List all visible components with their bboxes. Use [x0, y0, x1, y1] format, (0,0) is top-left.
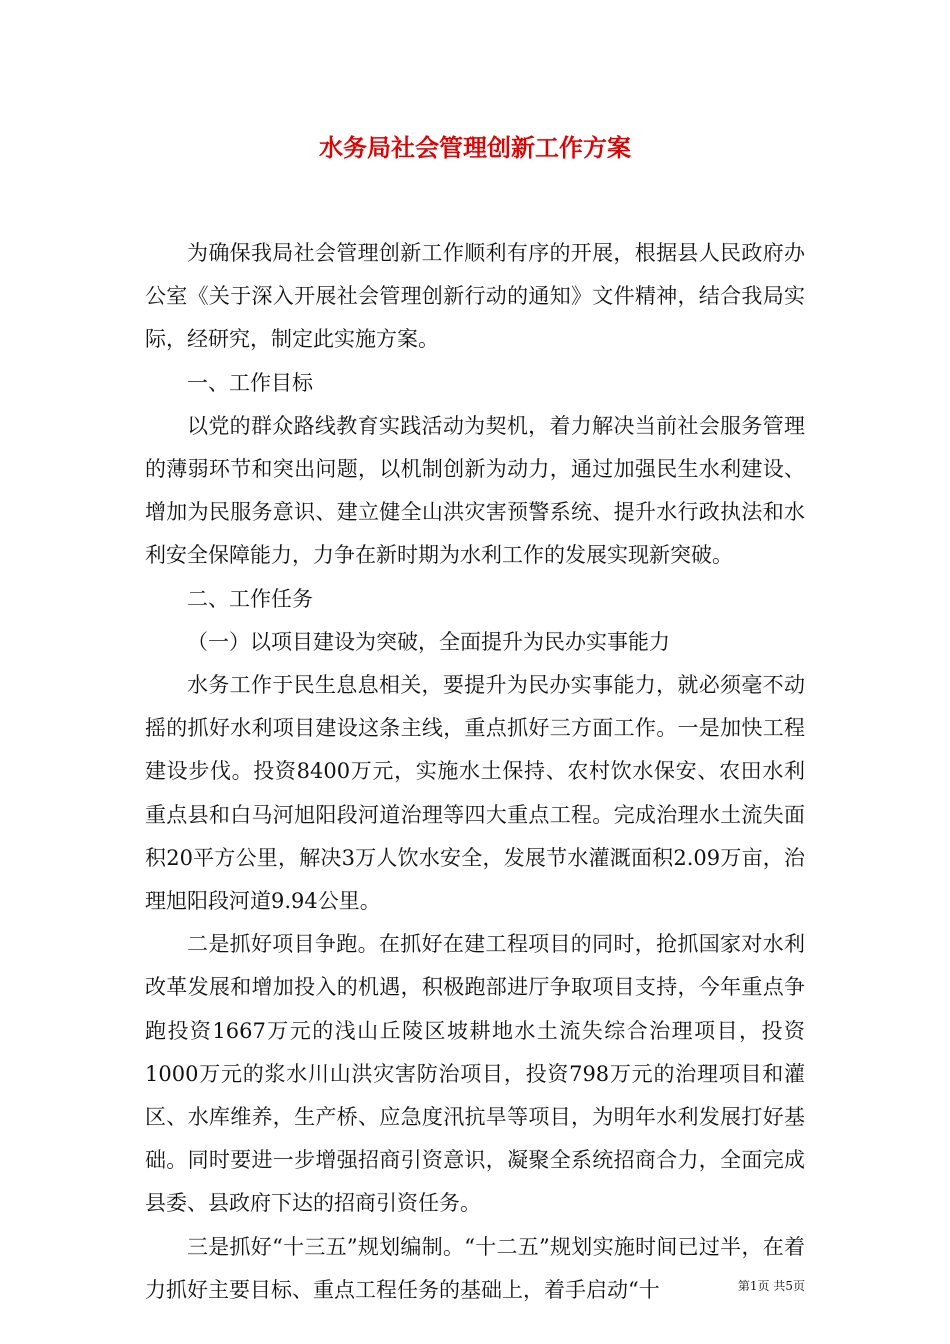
section-heading: 二、工作任务: [187, 586, 313, 611]
paragraph: 二是抓好项目争跑。在抓好在建工程项目的同时，抢抓国家对水利改革发展和增加投入的机遇，积极跑部进厅争取项目支持，今年重点争跑投资1667万元的浅山丘陵区坡耕地水土流失综合治理项目，投资1000万元的浆水川山洪灾害防治项目，投资798万元的治理项目和灌区、水库维养，生产桥、应急度汛抗旱等项目，为明年水利发展打好基础。同时要进一步增强招商引资意识，凝聚全系统招商合力，全面完成县委、县政府下达的招商引资任务。: [145, 932, 805, 1216]
paragraph: 为确保我局社会管理创新工作顺利有序的开展，根据县人民政府办公室《关于深入开展社会管理创新行动的通知》文件精神，结合我局实际，经研究，制定此实施方案。: [145, 241, 805, 352]
paragraph: 以党的群众路线教育实践活动为契机，着力解决当前社会服务管理的薄弱环节和突出问题，以机制创新为动力，通过加强民生水利建设、增加为民服务意识、建立健全山洪灾害预警系统、提升水行政执法和水利安全保障能力，力争在新时期为水利工作的发展实现新突破。: [145, 413, 805, 568]
total-pages-number: 5: [785, 1279, 793, 1293]
footer-suffix: 页: [792, 1279, 805, 1293]
section-heading: 一、工作目标: [187, 370, 313, 395]
subsection-heading: （一）以项目建设为突破，全面提升为民办实事能力: [187, 629, 670, 654]
document-body: [145, 232, 805, 1312]
footer-middle: 页 共: [757, 1279, 786, 1293]
paragraph: 三是抓好“十三五”规划编制。“十二五”规划实施时间已过半，在着力抓好主要目标、重点工程任务的基础上，着手启动“十: [145, 1234, 805, 1302]
current-page-number: 1: [749, 1279, 758, 1293]
document-title: 水务局社会管理创新工作方案: [319, 133, 631, 162]
paragraph: 水务工作于民生息息相关，要提升为民办实事能力，就必须毫不动摇的抓好水利项目建设这条主线，重点抓好三方面工作。一是加快工程建设步伐。投资8400万元，实施水土保持、农村饮水保安、农田水利重点县和白马河旭阳段河道治理等四大重点工程。完成治理水土流失面积20平方公里，解决3万人饮水安全，发展节水灌溉面积2.09万亩，治理旭阳段河道9.94公里。: [145, 673, 805, 914]
page-number-footer: [738, 1278, 805, 1294]
footer-prefix: 第: [737, 1279, 750, 1293]
